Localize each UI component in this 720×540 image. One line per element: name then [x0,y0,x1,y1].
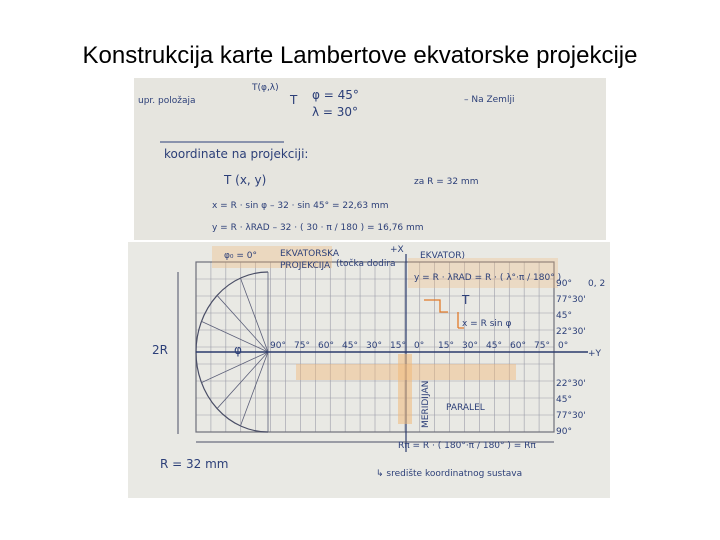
top-degree-label: 45° [556,311,572,321]
point-label: T(φ,λ) [252,83,279,93]
y-formula: y = R · λRAD – 32 · ( 30 · π / 180 ) = 16,76 mm [212,223,424,233]
construction-drawing [128,242,610,498]
r-value: R = 32 mm [160,457,229,471]
y-axis-label: +Y [588,349,602,359]
corner-note: 0, 2 [588,279,606,289]
longitude-label: 30° [462,341,478,351]
label-2r: 2R [152,343,168,357]
longitude-label: 45° [486,341,502,351]
tocka-dodira: (točka dodira [336,259,396,269]
bottom-degree-label: 22°30' [556,379,586,389]
longitude-label: 15° [390,341,406,351]
txy: T (x, y) [224,173,267,187]
longitude-label: 75° [294,341,310,351]
ekvator-label: EKVATOR) [420,251,465,261]
construction-photo [128,242,610,498]
longitude-label: 0° [414,341,425,351]
x-formula-note: x = R sin φ [462,319,512,329]
longitude-label: 30° [366,341,382,351]
projekcija-label: PROJEKCIJA [280,261,331,271]
coords-title: koordinate na projekciji: [164,147,309,161]
y-formula-note: y = R · λRAD = R · ( λ°·π / 180° ) [414,273,562,283]
x-formula: x = R · sin φ – 32 · sin 45° = 22,63 mm [212,201,389,211]
lambda-value: λ = 30° [312,105,359,119]
longitude-label: 60° [510,341,526,351]
bottom-note: ↳ središte koordinatnog sustava [376,469,523,479]
longitude-label: 15° [438,341,454,351]
longitude-label: 0° [558,341,569,351]
paralel-label: PARALEL [446,403,485,413]
phi0-note: φ₀ = 0° [224,251,258,261]
point-T: T [290,93,298,107]
top-degree-label: 77°30' [556,295,586,305]
longitude-label: 60° [318,341,334,351]
bottom-degree-label: 45° [556,395,572,405]
longitude-label: 45° [342,341,358,351]
top-degree-label: 90° [556,279,572,289]
position-prefix: upr. položaja [138,96,196,106]
calculation-notes [134,78,606,240]
bottom-degree-label: 90° [556,427,572,437]
meridijan-label: MERIDIJAN [421,380,431,428]
point-t-label: T [462,293,470,307]
calculation-photo [134,78,606,240]
phi-symbol: φ [234,343,242,357]
slide-title: Konstrukcija karte Lambertove ekvatorske projekcije [82,42,638,69]
longitude-label: 75° [534,341,550,351]
bottom-degree-label: 77°30' [556,411,586,421]
r-pi-note: Rπ = R · ( 180°·π / 180° ) = Rπ [398,441,536,451]
za-r: za R = 32 mm [414,177,479,187]
phi-value: φ = 45° [312,88,359,102]
earth-note: – Na Zemlji [464,95,515,105]
top-degree-label: 22°30' [556,327,586,337]
ekvatorska-label: EKVATORSKA [280,249,340,259]
x-axis-label: +X [390,245,404,255]
meridian-highlight [398,354,412,424]
longitude-label: 90° [270,341,286,351]
